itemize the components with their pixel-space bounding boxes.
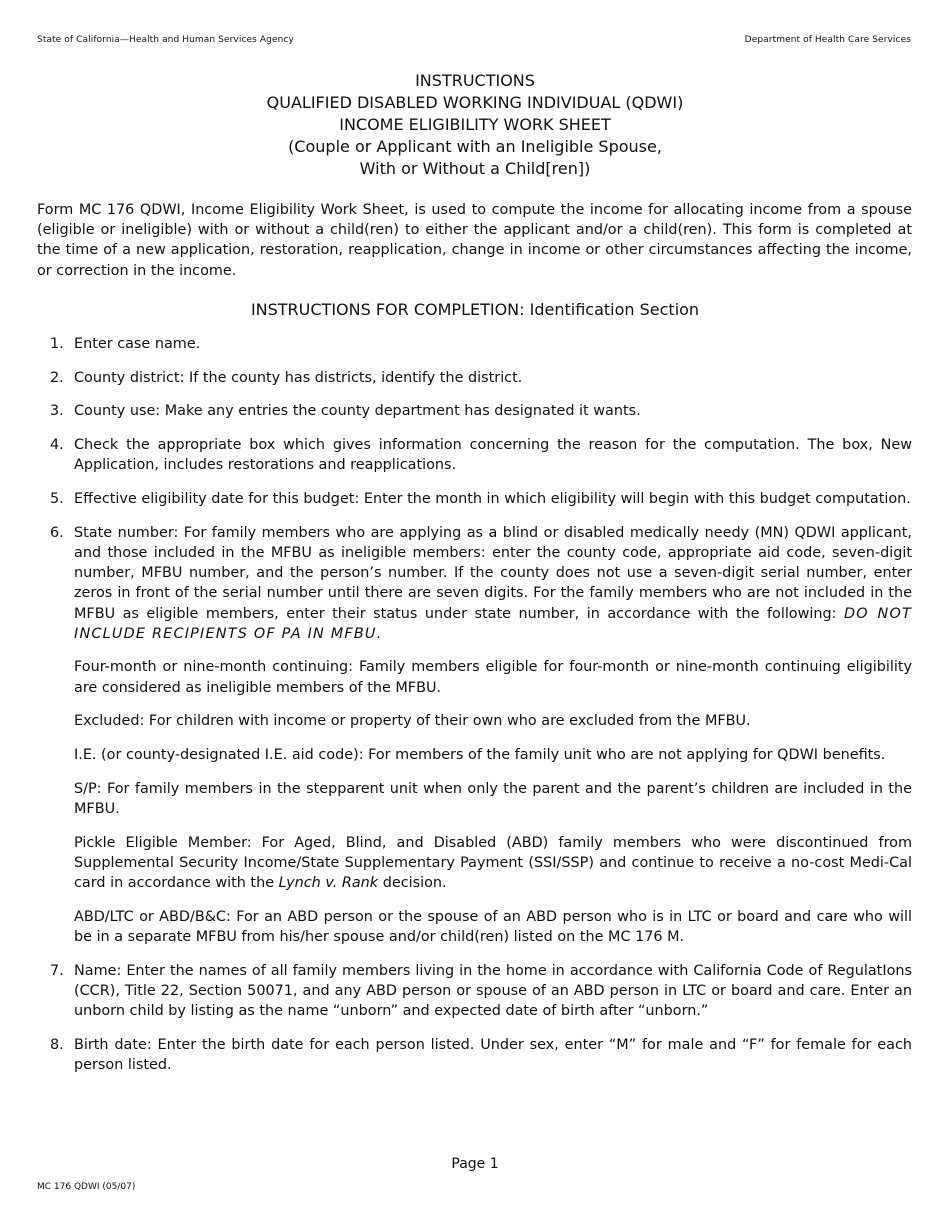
item-number: 7. [50, 962, 64, 979]
title-line: (Couple or Applicant with an Ineligible Spouse, [288, 137, 662, 156]
emphasis-text: DO NOT INCLUDE RECIPIENTS OF PA IN MFBU. [74, 605, 912, 642]
title-line: With or Without a Child[ren]) [359, 159, 591, 178]
list-item [37, 368, 912, 388]
item-number: 2. [50, 369, 64, 386]
item-text: Effective eligibility date for this budget: Enter the month in which eligibility will begin with this budget computation. [74, 491, 911, 508]
item-number: 3. [50, 403, 64, 420]
definition-text: decision. [378, 875, 447, 892]
intro-paragraph: Form MC 176 QDWI, Income Eligibility Work Sheet, is used to compute the income for allocating income from a spouse (eligible or ineligible) with or without a child(ren) to either the applicant and/or a child(ren). This form is completed at the time of a new application, restoration, reapplication, change in income or other circumstances affecting the income, or correction in the income. [37, 202, 912, 279]
status-definition [74, 833, 912, 894]
form-number: MC 176 QDWI (05/07) [37, 1182, 136, 1192]
status-definition: Four-month or nine-month continuing: Family members eligible for four-month or nine-month continuing eligibility are considered as ineligible members of the MFBU. [74, 659, 912, 696]
case-name: Lynch v. Rank [278, 875, 379, 892]
item-text: Enter case name. [74, 336, 201, 352]
list-item [37, 401, 912, 421]
status-definition: S/P: For family members in the stepparent unit when only the parent and the parent’s children are included in the MFBU. [74, 780, 912, 817]
item-text: County use: Make any entries the county department has designated it wants. [74, 403, 641, 420]
item-number: 4. [50, 437, 64, 454]
title-line: QUALIFIED DISABLED WORKING INDIVIDUAL (QDWI) [266, 93, 684, 112]
item-text: County district: If the county has districts, identify the district. [74, 369, 523, 386]
item-number: 6. [50, 524, 64, 541]
item-number: 8. [50, 1036, 64, 1053]
item-text: Birth date: Enter the birth date for each person listed. Under sex, enter “M” for male and “F” for female for each person listed. [74, 1036, 912, 1073]
item-number: 5. [50, 491, 64, 508]
section-heading: INSTRUCTIONS FOR COMPLETION: Identification Section [250, 300, 700, 319]
document-title [0, 70, 950, 180]
agency-header: State of California—Health and Human Services Agency [37, 35, 294, 45]
list-item [37, 1035, 912, 1075]
item-text: State number: For family members who are applying as a blind or disabled medically needy (MN) QDWI applicant, and those included in the MFBU as ineligible members: enter the county code, appropriate aid code, seven-digit number, MFBU number, and the person’s number. If the county does not use a seven-digit serial number, enter zeros in front of the serial number until there are seven digits. For the family members who are not included in the MFBU as eligible members, enter their status under state number, in accordance with the following: [74, 524, 912, 622]
title-line: INCOME ELIGIBILITY WORK SHEET [339, 115, 611, 134]
list-item [37, 334, 912, 354]
definition-text: Pickle Eligible Member: For Aged, Blind, and Disabled (ABD) family members who were discontinued from Supplemental Security Income/State Supplementary Payment (SSI/SSP) and continue to receive a no-cost Medi-Cal card in accordance with the [74, 834, 912, 892]
status-definition: I.E. (or county-designated I.E. aid code): For members of the family unit who are not applying for QDWI benefits. [74, 747, 886, 764]
title-line: INSTRUCTIONS [415, 71, 535, 90]
status-definition: Excluded: For children with income or property of their own who are excluded from the MFBU. [74, 713, 751, 730]
department-header: Department of Health Care Services [744, 35, 911, 45]
list-item [37, 489, 912, 509]
status-definition: ABD/LTC or ABD/B&C: For an ABD person or the spouse of an ABD person who is in LTC or board and care who will be in a separate MFBU from his/her spouse and/or child(ren) listed on the MC 176 M. [74, 908, 912, 945]
list-item [37, 435, 912, 475]
item-number: 1. [50, 336, 64, 352]
page-number: Page 1 [451, 1156, 499, 1172]
item-text: Name: Enter the names of all family members living in the home in accordance with California Code of RegulatIons (CCR), Title 22, Section 50071, and any ABD person or spouse of an ABD person in LTC or board and care. Enter an unborn child by listing as the name “unborn” and expected date of birth after “unborn.” [74, 962, 912, 1020]
item-text: Check the appropriate box which gives information concerning the reason for the computation. The box, New Application, includes restorations and reapplications. [74, 437, 912, 474]
list-item [37, 961, 912, 1022]
instruction-list [37, 334, 912, 1089]
list-item [37, 523, 912, 644]
